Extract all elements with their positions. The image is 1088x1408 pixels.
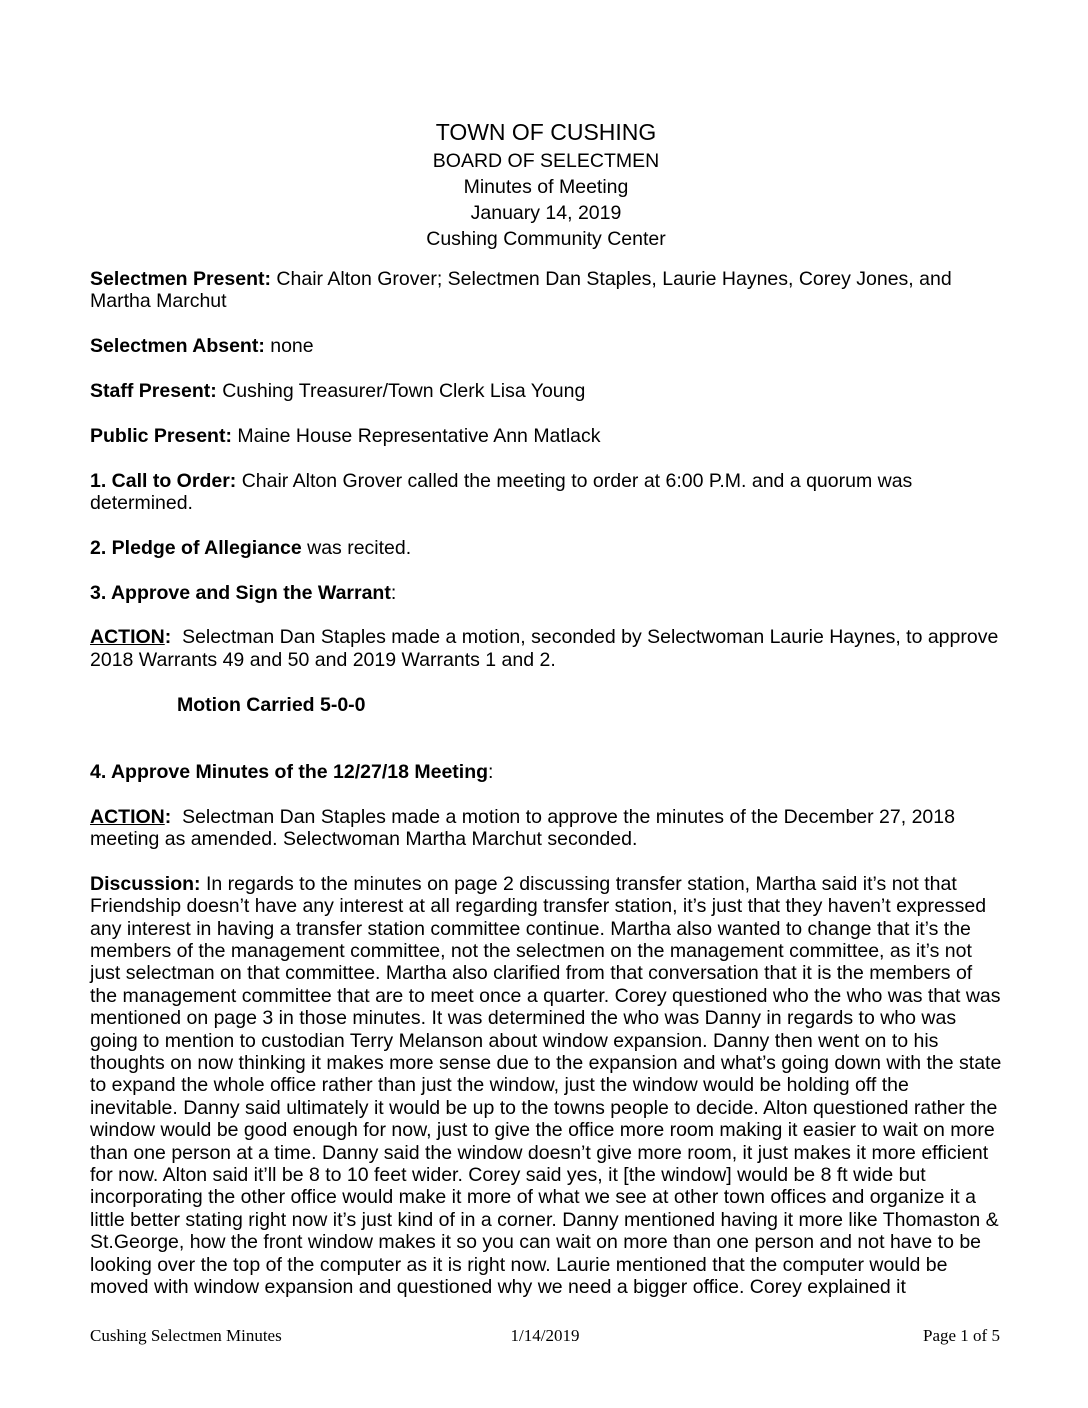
selectmen-present-paragraph <box>90 268 1002 313</box>
footer-date: 1/14/2019 <box>510 1326 580 1345</box>
pledge-paragraph <box>90 537 1002 559</box>
minutes-heading-label: 4. Approve Minutes of the 12/27/18 Meeting <box>90 760 489 783</box>
selectmen-present-label: Selectmen Present: <box>90 268 271 290</box>
document-header <box>90 116 1002 252</box>
public-present-paragraph <box>90 425 1002 447</box>
minutes-action-paragraph <box>90 806 1002 851</box>
footer-document-title: Cushing Selectmen Minutes <box>90 1326 282 1345</box>
selectmen-present-text: Chair Alton Grover; Selectmen Dan Staples, Laurie Haynes, Corey Jones, and Martha Marchut <box>90 268 958 313</box>
call-to-order-paragraph <box>90 470 1002 515</box>
warrant-action-label: ACTION <box>90 626 165 649</box>
minutes-section-heading <box>90 761 1002 783</box>
motion-carried: Motion Carried 5-0-0 <box>177 693 366 716</box>
discussion-label: Discussion: <box>90 872 201 895</box>
warrant-action-text: Selectman Dan Staples made a motion, seconded by Selectwoman Laurie Haynes, to approve 2018 Warrants 49 and 50 and 2019 Warrants 1 and 2. <box>90 626 1004 671</box>
minutes-action-colon: : <box>164 805 172 828</box>
staff-present-paragraph <box>90 380 1002 402</box>
warrant-action-colon: : <box>164 626 172 649</box>
call-to-order-label: 1. Call to Order: <box>90 469 237 492</box>
page-footer <box>90 1326 1000 1346</box>
doc-subtitle-board: BOARD OF SELECTMEN <box>432 150 660 172</box>
doc-subtitle-date: January 14, 2019 <box>470 202 622 224</box>
selectmen-absent-label: Selectmen Absent: <box>90 335 265 358</box>
minutes-action-label: ACTION <box>90 805 165 828</box>
public-present-label: Public Present: <box>90 424 232 447</box>
doc-subtitle-minutes: Minutes of Meeting <box>463 176 629 198</box>
selectmen-absent-text: none <box>264 335 314 358</box>
staff-present-label: Staff Present: <box>90 380 217 402</box>
selectmen-absent-paragraph <box>90 335 1002 357</box>
minutes-heading-colon: : <box>488 760 494 783</box>
warrant-section-heading <box>90 582 1002 604</box>
pledge-text: was recited. <box>301 536 412 559</box>
doc-subtitle-location: Cushing Community Center <box>426 228 666 250</box>
call-to-order-text: Chair Alton Grover called the meeting to order at 6:00 P.M. and a quorum was determined. <box>90 469 918 514</box>
pledge-label: 2. Pledge of Allegiance <box>90 536 302 559</box>
warrant-heading-label: 3. Approve and Sign the Warrant <box>90 581 391 604</box>
document-body <box>90 116 1007 1321</box>
discussion-paragraph <box>90 872 1007 1299</box>
staff-present-text: Cushing Treasurer/Town Clerk Lisa Young <box>216 380 586 402</box>
warrant-heading-colon: : <box>390 581 397 604</box>
public-present-text: Maine House Representative Ann Matlack <box>231 424 601 447</box>
warrant-action-paragraph <box>90 626 1002 671</box>
doc-title: TOWN OF CUSHING <box>435 119 657 145</box>
footer-page-number: Page 1 of 5 <box>923 1326 1000 1345</box>
minutes-action-text: Selectman Dan Staples made a motion to approve the minutes of the December 27, 2018 meeting as amended. Selectwoman Martha Marchut seconded. <box>90 805 961 850</box>
discussion-text: In regards to the minutes on page 2 discussing transfer station, Martha said it’s not that Friendship doesn’t have any interest at all regarding transfer station, it’s just that they haven’t expressed any interest in having a transfer station committee continue. Martha also wanted to change that it’s the members of the management committee, not the selectmen on the management committee, as it’s not just selectman on that committee. Martha also clarified from that conversation that it is the members of the management committee that are to meet once a quarter. Corey questioned who the who was that was mentioned on page 3 in those minutes. It was determined the who was Danny in regards to who was going to mention to custodian Terry Melanson about window expansion. Danny then went on to his thoughts on now thinking it makes more sense due to the expansion and what’s going down with the state to expand the whole office rather than just the window, just the window would be holding off the inevitable. Danny said ultimately it would be up to the towns people to decide. Alton questioned rather the window would be good enough for now, just to give the office more room making it easier to wait on more than one person at a time. Danny said the window doesn’t give more room, it just makes it more efficient for now. Alton said it’ll be 8 to 10 feet wider. Corey said yes, it [the window] would be 8 ft wide but incorporating the other office would make it more of what we see at other town offices and organize it a little better stating right now it’s just kind of in a corner. Danny mentioned having it more like Thomaston & St.George, how the front window makes it so you can wait on more than one person and not have to be looking over the top of the computer as it is right now. Laurie mentioned that the computer would be moved with window expansion and questioned why we need a bigger office. Corey explained it <box>90 872 1007 1299</box>
